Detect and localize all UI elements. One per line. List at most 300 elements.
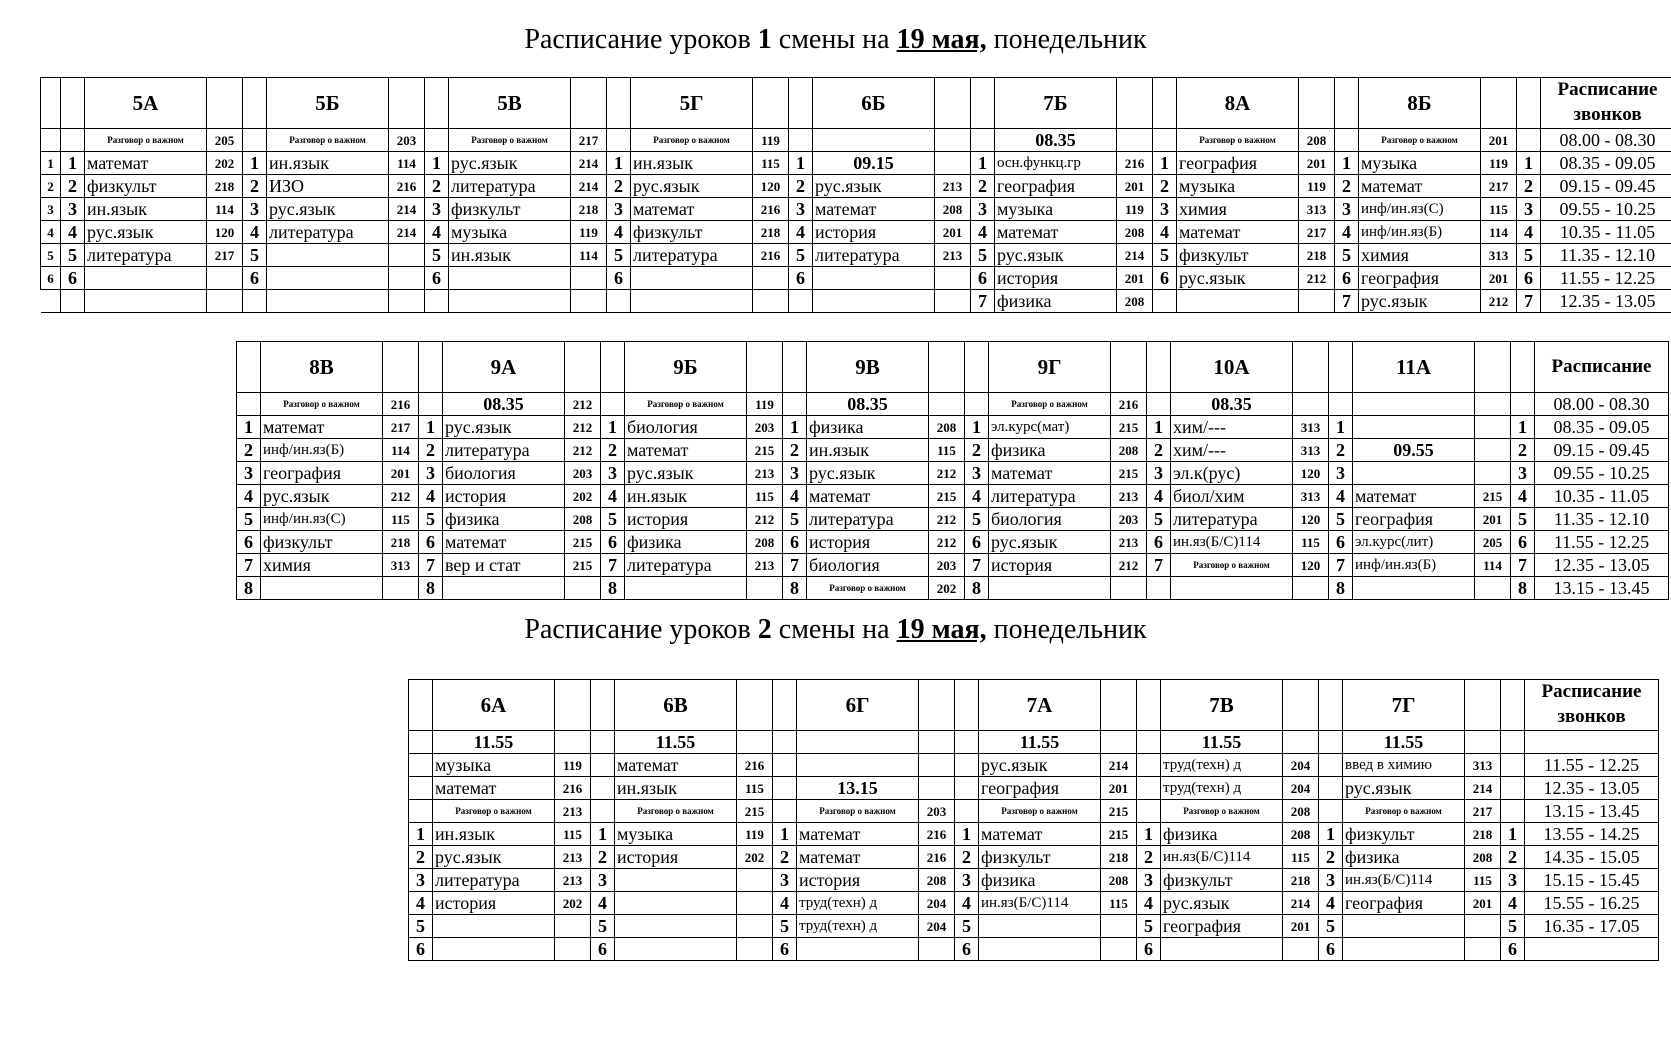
subject-cell: музыка: [1359, 152, 1481, 175]
subject-cell: ИЗО: [267, 175, 389, 198]
subject-cell: ин.язык: [615, 777, 737, 800]
important-talk-cell: Разговор о важном: [433, 800, 555, 823]
lead-cell: [41, 78, 61, 129]
subject-cell: хим/---: [1171, 439, 1293, 462]
subject-cell: 11.55: [433, 731, 555, 754]
num-cell: 4: [1153, 221, 1177, 244]
num-cell: 3: [1329, 462, 1353, 485]
num-cell: [1335, 78, 1359, 129]
room-cell: 115: [555, 823, 591, 846]
subject-cell: [433, 915, 555, 938]
subject-cell: математ: [1177, 221, 1299, 244]
bell-num-cell: 3: [1501, 869, 1525, 892]
room-cell: [1111, 342, 1147, 393]
num-cell: [789, 290, 813, 313]
bell-time-cell: 08.00 - 08.30: [1535, 393, 1669, 416]
room-cell: 201: [1481, 129, 1517, 152]
subject-cell: математ: [631, 198, 753, 221]
room-cell: [555, 915, 591, 938]
subject-cell: литература: [625, 554, 747, 577]
subject-cell: литература: [989, 485, 1111, 508]
num-cell: 2: [1319, 846, 1343, 869]
num-cell: 3: [419, 462, 443, 485]
num-cell: [1511, 342, 1535, 393]
subject-cell: география: [1359, 267, 1481, 290]
num-cell: [1319, 777, 1343, 800]
num-cell: 6: [237, 531, 261, 554]
shift1-title: Расписание уроков 1 смены на 19 мая, понедельник: [524, 24, 1147, 55]
num-cell: 4: [1329, 485, 1353, 508]
bells-header: Расписание: [1535, 342, 1669, 393]
num-cell: [425, 78, 449, 129]
important-talk-cell: Разговор о важном: [625, 393, 747, 416]
subject-cell: физика: [979, 869, 1101, 892]
bell-time-cell: 08.00 - 08.30: [1541, 129, 1671, 152]
num-cell: [419, 393, 443, 416]
room-cell: [1283, 731, 1319, 754]
bell-time-cell: [1525, 731, 1659, 754]
subject-cell: литература: [267, 221, 389, 244]
subject-cell: физкульт: [261, 531, 383, 554]
subject-cell: рус.язык: [1161, 892, 1283, 915]
subject-cell: история: [813, 221, 935, 244]
subject-cell: [797, 731, 919, 754]
subject-cell: [1353, 577, 1475, 600]
room-cell: 208: [935, 198, 971, 221]
room-cell: 115: [1101, 892, 1137, 915]
room-cell: 204: [919, 892, 955, 915]
room-cell: 114: [1481, 221, 1517, 244]
room-cell: 120: [1293, 554, 1329, 577]
num-cell: 5: [591, 915, 615, 938]
num-cell: 6: [971, 267, 995, 290]
num-cell: 6: [61, 267, 85, 290]
subject-cell: [979, 938, 1101, 961]
bell-num-cell: 1: [1511, 416, 1535, 439]
num-cell: 3: [1153, 198, 1177, 221]
table-row: [237, 554, 1669, 577]
bell-time-cell: 11.55 - 12.25: [1535, 531, 1669, 554]
num-cell: [591, 731, 615, 754]
num-cell: 2: [971, 175, 995, 198]
bell-time-cell: 11.55 - 12.25: [1525, 754, 1659, 777]
table-row: [237, 393, 1669, 416]
num-cell: 1: [243, 152, 267, 175]
bell-time-cell: 08.35 - 09.05: [1535, 416, 1669, 439]
subject-cell: рус.язык: [979, 754, 1101, 777]
room-cell: [389, 78, 425, 129]
num-cell: [1153, 129, 1177, 152]
num-cell: [409, 680, 433, 731]
room-cell: 115: [1481, 198, 1517, 221]
important-talk-cell: Разговор о важном: [797, 800, 919, 823]
class-header: 7А: [979, 680, 1101, 731]
room-cell: [1465, 731, 1501, 754]
table-row: [409, 938, 1659, 961]
num-cell: 1: [425, 152, 449, 175]
subject-cell: география: [1343, 892, 1465, 915]
subject-cell: биология: [443, 462, 565, 485]
room-cell: [571, 290, 607, 313]
num-cell: 5: [419, 508, 443, 531]
subject-cell: труд(техн) д: [1161, 777, 1283, 800]
num-cell: 7: [783, 554, 807, 577]
bell-num-cell: 7: [1511, 554, 1535, 577]
room-cell: [935, 267, 971, 290]
subject-cell: биол/хим: [1171, 485, 1293, 508]
room-cell: [747, 577, 783, 600]
num-cell: [1147, 342, 1171, 393]
num-cell: 3: [591, 869, 615, 892]
room-cell: 205: [207, 129, 243, 152]
num-cell: 6: [1319, 938, 1343, 961]
room-cell: [737, 938, 773, 961]
room-cell: 313: [383, 554, 419, 577]
num-cell: 8: [419, 577, 443, 600]
num-cell: 2: [1147, 439, 1171, 462]
num-cell: 2: [1137, 846, 1161, 869]
subject-cell: физкульт: [449, 198, 571, 221]
room-cell: [753, 290, 789, 313]
room-cell: [1475, 577, 1511, 600]
important-talk-cell: Разговор о важном: [989, 393, 1111, 416]
subject-cell: рус.язык: [85, 221, 207, 244]
room-cell: [935, 290, 971, 313]
num-cell: 2: [607, 175, 631, 198]
room-cell: [737, 869, 773, 892]
room-cell: [935, 152, 971, 175]
room-cell: 313: [1465, 754, 1501, 777]
room-cell: 115: [383, 508, 419, 531]
subject-cell: математ: [625, 439, 747, 462]
num-cell: 2: [773, 846, 797, 869]
subject-cell: физкульт: [1161, 869, 1283, 892]
bell-num-cell: [1501, 777, 1525, 800]
subject-cell: [267, 267, 389, 290]
important-talk-cell: Разговор о важном: [1171, 554, 1293, 577]
subject-cell: химия: [261, 554, 383, 577]
table-row: [237, 485, 1669, 508]
num-cell: 2: [965, 439, 989, 462]
num-cell: 2: [783, 439, 807, 462]
class-header: 9В: [807, 342, 929, 393]
subject-cell: 13.15: [797, 777, 919, 800]
room-cell: 218: [753, 221, 789, 244]
room-cell: 216: [383, 393, 419, 416]
num-cell: [971, 78, 995, 129]
room-cell: 212: [565, 439, 601, 462]
subject-cell: ин.яз(Б/С)114: [979, 892, 1101, 915]
num-cell: 5: [955, 915, 979, 938]
subject-cell: эл.курс(мат): [989, 416, 1111, 439]
subject-cell: [813, 267, 935, 290]
bell-time-cell: 14.35 - 15.05: [1525, 846, 1659, 869]
subject-cell: физика: [989, 439, 1111, 462]
subject-cell: математ: [797, 823, 919, 846]
table-row: [41, 267, 1671, 290]
room-cell: [555, 680, 591, 731]
room-cell: 119: [1481, 152, 1517, 175]
room-cell: 217: [571, 129, 607, 152]
num-cell: 2: [61, 175, 85, 198]
num-cell: 1: [61, 152, 85, 175]
room-cell: [747, 342, 783, 393]
num-cell: [1137, 731, 1161, 754]
subject-cell: рус.язык: [443, 416, 565, 439]
room-cell: 114: [1475, 554, 1511, 577]
subject-cell: [615, 892, 737, 915]
num-cell: 3: [61, 198, 85, 221]
subject-cell: география: [261, 462, 383, 485]
subject-cell: математ: [989, 462, 1111, 485]
room-cell: 114: [207, 198, 243, 221]
num-cell: 5: [425, 244, 449, 267]
num-cell: 3: [1335, 198, 1359, 221]
num-cell: 7: [1329, 554, 1353, 577]
class-header: 5Г: [631, 78, 753, 129]
room-cell: 217: [1299, 221, 1335, 244]
important-talk-cell: Разговор о важном: [807, 577, 929, 600]
num-cell: 1: [965, 416, 989, 439]
num-cell: 1: [607, 152, 631, 175]
subject-cell: литература: [631, 244, 753, 267]
num-cell: 2: [789, 175, 813, 198]
bell-num-cell: 1: [1501, 823, 1525, 846]
num-cell: 6: [1153, 267, 1177, 290]
num-cell: 3: [1147, 462, 1171, 485]
room-cell: [389, 244, 425, 267]
num-cell: [1517, 78, 1541, 129]
room-cell: 201: [1117, 175, 1153, 198]
bell-num-cell: 2: [1517, 175, 1541, 198]
important-talk-cell: Разговор о важном: [1343, 800, 1465, 823]
bell-num-cell: 4: [1517, 221, 1541, 244]
table-row: [41, 221, 1671, 244]
subject-cell: 08.35: [995, 129, 1117, 152]
room-cell: 212: [747, 508, 783, 531]
table-row: [409, 731, 1659, 754]
table-row: [41, 244, 1671, 267]
room-cell: 202: [737, 846, 773, 869]
bell-num-cell: 2: [1501, 846, 1525, 869]
room-cell: 215: [1101, 823, 1137, 846]
bell-num-cell: [1501, 754, 1525, 777]
num-cell: [955, 800, 979, 823]
bells-header: Расписание звонков: [1525, 680, 1659, 731]
room-cell: 213: [1111, 485, 1147, 508]
room-cell: 215: [747, 439, 783, 462]
room-cell: [737, 915, 773, 938]
class-header: 5А: [85, 78, 207, 129]
room-cell: 212: [1299, 267, 1335, 290]
num-cell: 8: [237, 577, 261, 600]
room-cell: 201: [383, 462, 419, 485]
num-cell: [1137, 754, 1161, 777]
bell-num-cell: 6: [1517, 267, 1541, 290]
subject-cell: ин.язык: [449, 244, 571, 267]
num-cell: 3: [601, 462, 625, 485]
num-cell: 7: [419, 554, 443, 577]
room-cell: 212: [383, 485, 419, 508]
num-cell: 4: [237, 485, 261, 508]
subject-cell: 08.35: [807, 393, 929, 416]
room-cell: 201: [1475, 508, 1511, 531]
subject-cell: история: [995, 267, 1117, 290]
class-header: 6Г: [797, 680, 919, 731]
room-cell: 208: [919, 869, 955, 892]
subject-cell: [631, 267, 753, 290]
num-cell: [1335, 129, 1359, 152]
row-num-cell: [41, 290, 61, 313]
num-cell: [591, 754, 615, 777]
room-cell: 214: [389, 198, 425, 221]
room-cell: 208: [1465, 846, 1501, 869]
bell-num-cell: 2: [1511, 439, 1535, 462]
subject-cell: ин.яз(Б/С)114: [1161, 846, 1283, 869]
room-cell: [1117, 129, 1153, 152]
num-cell: 4: [1335, 221, 1359, 244]
room-cell: 214: [1283, 892, 1319, 915]
subject-cell: 08.35: [443, 393, 565, 416]
row-num-cell: 5: [41, 244, 61, 267]
row-num-cell: 4: [41, 221, 61, 244]
table-row: [409, 915, 1659, 938]
class-header: 7В: [1161, 680, 1283, 731]
room-cell: 216: [753, 198, 789, 221]
room-cell: [737, 892, 773, 915]
bell-time-cell: 10.35 - 11.05: [1541, 221, 1671, 244]
num-cell: 4: [243, 221, 267, 244]
num-cell: [1329, 393, 1353, 416]
room-cell: [1475, 416, 1511, 439]
num-cell: 4: [419, 485, 443, 508]
subject-cell: [1353, 462, 1475, 485]
room-cell: 203: [1111, 508, 1147, 531]
room-cell: 215: [1111, 416, 1147, 439]
subject-cell: [797, 938, 919, 961]
room-cell: [1465, 915, 1501, 938]
room-cell: 201: [1465, 892, 1501, 915]
room-cell: [1299, 290, 1335, 313]
subject-cell: география: [1161, 915, 1283, 938]
room-cell: 216: [919, 846, 955, 869]
num-cell: 1: [237, 416, 261, 439]
subject-cell: рус.язык: [813, 175, 935, 198]
num-cell: 2: [955, 846, 979, 869]
table-row: [237, 462, 1669, 485]
num-cell: [409, 777, 433, 800]
subject-cell: физкульт: [631, 221, 753, 244]
bell-time-cell: 11.35 - 12.10: [1535, 508, 1669, 531]
subject-cell: литература: [807, 508, 929, 531]
room-cell: [1101, 731, 1137, 754]
num-cell: [425, 129, 449, 152]
room-cell: [935, 129, 971, 152]
room-cell: 201: [935, 221, 971, 244]
room-cell: 119: [1117, 198, 1153, 221]
room-cell: 215: [1475, 485, 1511, 508]
subject-cell: литература: [85, 244, 207, 267]
room-cell: 119: [737, 823, 773, 846]
subject-cell: инф/ин.яз(Б): [261, 439, 383, 462]
num-cell: [1501, 680, 1525, 731]
bell-num-cell: [1517, 129, 1541, 152]
room-cell: 213: [747, 554, 783, 577]
room-cell: 213: [555, 846, 591, 869]
room-cell: 208: [929, 416, 965, 439]
num-cell: 3: [955, 869, 979, 892]
num-cell: [789, 129, 813, 152]
subject-cell: [85, 267, 207, 290]
bell-time-cell: 15.55 - 16.25: [1525, 892, 1659, 915]
num-cell: [1319, 754, 1343, 777]
subject-cell: физкульт: [1177, 244, 1299, 267]
subject-cell: рус.язык: [267, 198, 389, 221]
bell-num-cell: [1501, 800, 1525, 823]
subject-cell: музыка: [433, 754, 555, 777]
room-cell: [1475, 393, 1511, 416]
important-talk-cell: Разговор о важном: [85, 129, 207, 152]
room-cell: 203: [389, 129, 425, 152]
room-cell: 202: [929, 577, 965, 600]
room-cell: 208: [747, 531, 783, 554]
room-cell: [1283, 680, 1319, 731]
subject-cell: труд(техн) д: [797, 892, 919, 915]
room-cell: [919, 938, 955, 961]
num-cell: 1: [419, 416, 443, 439]
subject-cell: эл.к(рус): [1171, 462, 1293, 485]
room-cell: [1117, 78, 1153, 129]
room-cell: 114: [383, 439, 419, 462]
room-cell: [919, 754, 955, 777]
num-cell: 4: [965, 485, 989, 508]
num-cell: 6: [591, 938, 615, 961]
room-cell: 201: [1283, 915, 1319, 938]
subject-cell: математ: [433, 777, 555, 800]
room-cell: 119: [1299, 175, 1335, 198]
class-header: 5Б: [267, 78, 389, 129]
room-cell: 215: [929, 485, 965, 508]
subject-cell: биология: [807, 554, 929, 577]
num-cell: 8: [601, 577, 625, 600]
num-cell: [591, 680, 615, 731]
subject-cell: история: [807, 531, 929, 554]
bell-num-cell: 6: [1511, 531, 1535, 554]
room-cell: [389, 267, 425, 290]
bell-time-cell: 08.35 - 09.05: [1541, 152, 1671, 175]
num-cell: [773, 777, 797, 800]
num-cell: [243, 290, 267, 313]
room-cell: [565, 577, 601, 600]
shift2-title: Расписание уроков 2 смены на 19 мая, понедельник: [524, 614, 1147, 645]
num-cell: 2: [601, 439, 625, 462]
subject-cell: 11.55: [1161, 731, 1283, 754]
bell-num-cell: 7: [1517, 290, 1541, 313]
num-cell: [955, 731, 979, 754]
room-cell: 213: [747, 462, 783, 485]
num-cell: 1: [1329, 416, 1353, 439]
important-talk-cell: Разговор о важном: [631, 129, 753, 152]
class-header: 9А: [443, 342, 565, 393]
num-cell: 2: [1329, 439, 1353, 462]
subject-cell: [1177, 290, 1299, 313]
important-talk-cell: Разговор о важном: [267, 129, 389, 152]
num-cell: 1: [601, 416, 625, 439]
subject-cell: музыка: [1177, 175, 1299, 198]
subject-cell: [625, 577, 747, 600]
room-cell: [1101, 680, 1137, 731]
room-cell: 120: [1293, 462, 1329, 485]
